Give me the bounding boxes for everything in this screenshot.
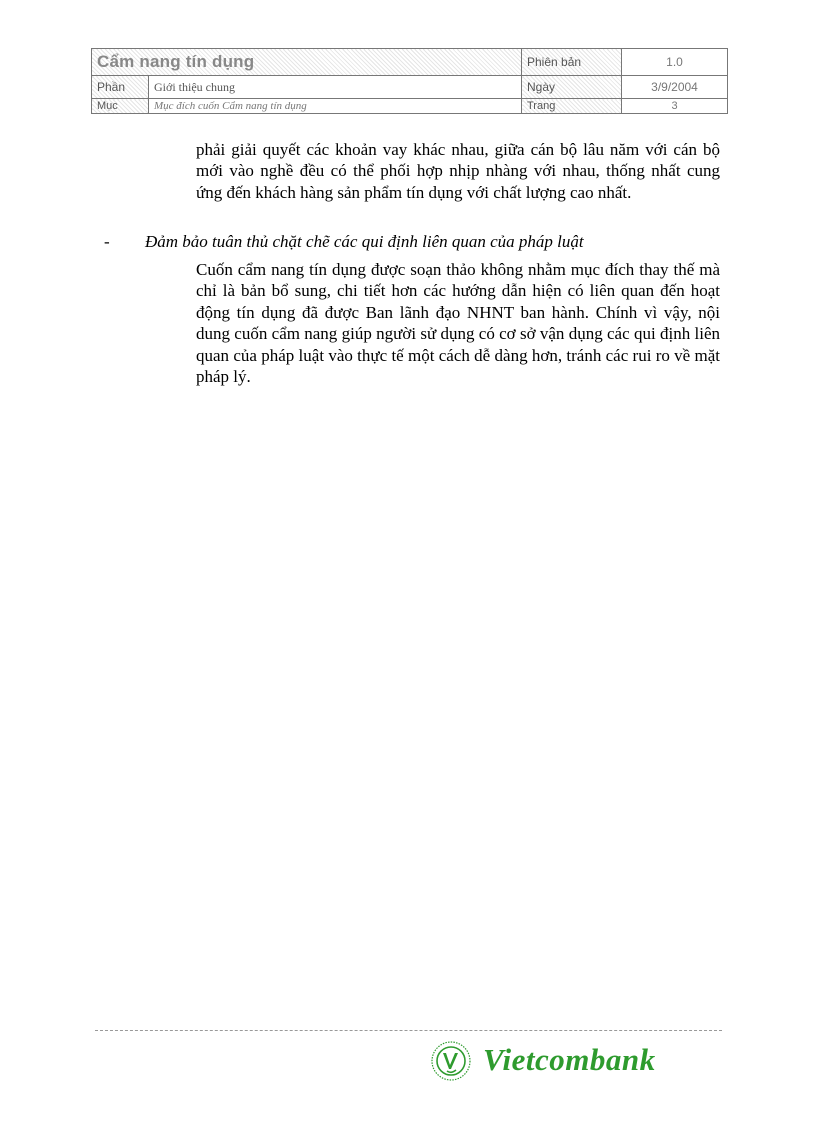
version-value: 1.0 [622,49,728,76]
document-header-table [91,48,728,114]
header-title-cell [92,49,522,76]
page-label: Trang [522,99,622,114]
item-value: Mục đích cuốn Cẩm nang tín dụng [149,99,522,114]
footer-logo [428,1040,718,1082]
section-label: Phần [92,76,149,99]
document-title: Cẩm nang tín dụng [97,52,255,71]
page-number: 3 [622,99,728,114]
vietcombank-emblem-icon [428,1040,474,1082]
section-value: Giới thiệu chung [149,76,522,99]
brand-name: Vietcombank [483,1042,656,1077]
bullet-marker: - [104,232,110,251]
date-label: Ngày [522,76,622,99]
version-label: Phiên bản [522,49,622,76]
body-paragraph-1: phải giải quyết các khoản vay khác nhau, giữa cán bộ lâu năm với cán bộ mới vào nghề đều có thể phối hợp nhịp nhàng với nhau, thống nhất cung ứng đến khách hàng sản phẩm tín dụng với chất lượng cao nhất. [196,140,720,202]
footer-divider [95,1030,722,1031]
item-label: Mục [92,99,149,114]
date-value: 3/9/2004 [622,76,728,99]
bullet-heading: Đảm bảo tuân thủ chặt chẽ các qui định liên quan của pháp luật [145,232,584,251]
body-paragraph-2: Cuốn cẩm nang tín dụng được soạn thảo không nhằm mục đích thay thế mà chỉ là bản bổ sung, chi tiết hơn các hướng dẫn hiện có liên quan đến hoạt động tín dụng đã được Ban lãnh đạo NHNT ban hành. Chính vì vậy, nội dung cuốn cẩm nang giúp người sử dụng có cơ sở vận dụng các qui định liên quan của pháp luật vào thực tế một cách dễ dàng hơn, tránh các rui ro về mặt pháp lý. [196,260,720,387]
